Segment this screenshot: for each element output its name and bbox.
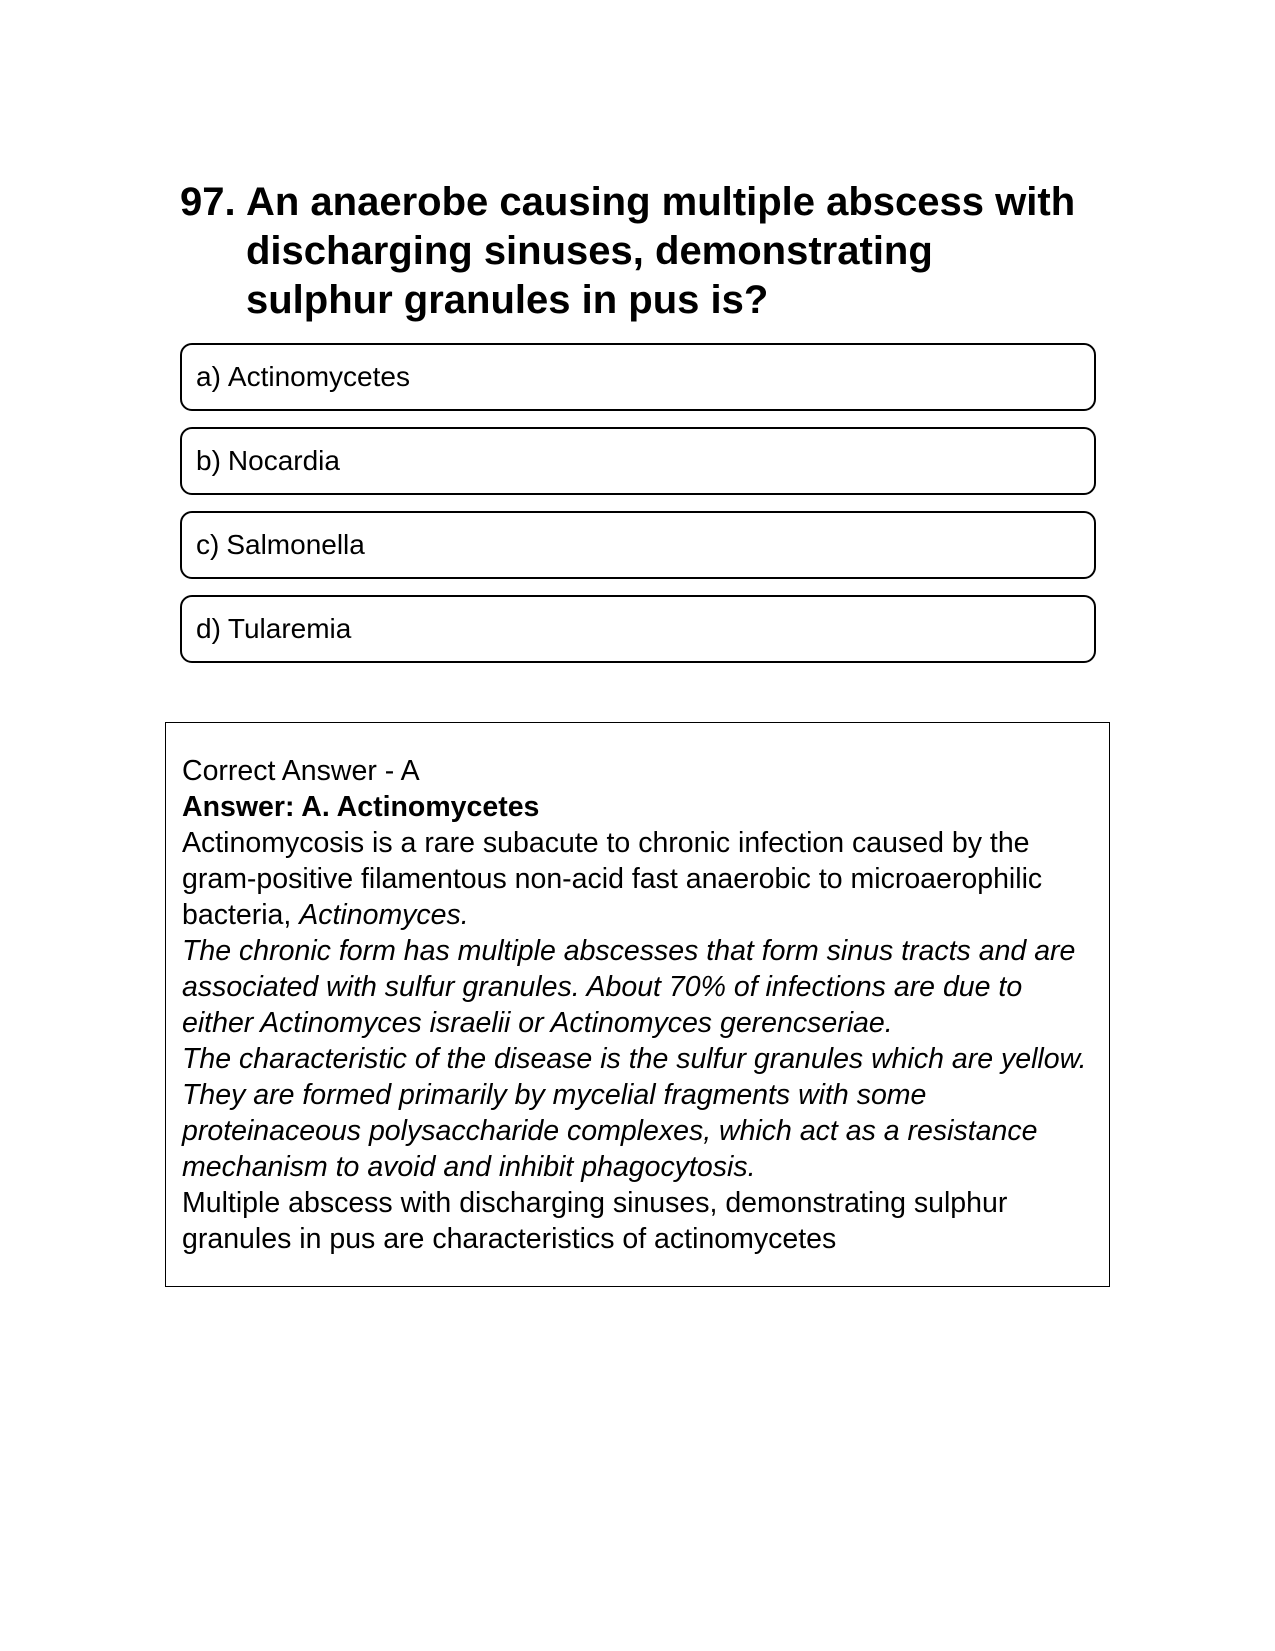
option-d-label: d) [196,613,221,644]
explanation-paragraph-3: The characteristic of the disease is the sulfur granules which are yellow. They are formed primarily by mycelial fragments with some proteinaceous polysaccharide complexes, which act as a resistance mechanism to avoid and inhibit phagocytosis. [182,1043,1087,1183]
answer-explanation-box [165,722,1110,1287]
option-c-label: c) [196,529,220,560]
option-b-label: b) [196,445,221,476]
explanation-paragraph-1-text: Actinomycosis is a rare subacute to chronic infection caused by the gram-positive filamentous non-acid fast anaerobic to microaerophilic bacteria, [182,827,1043,931]
options-list [180,343,1096,679]
option-d-text: Tularemia [227,613,352,644]
option-d[interactable] [180,595,1096,663]
correct-answer-line: Correct Answer - A [182,755,420,787]
option-a[interactable] [180,343,1096,411]
question-number: 97. [180,180,236,224]
option-b[interactable] [180,427,1096,495]
question-text: An anaerobe causing multiple abscess with discharging sinuses, demonstrating sulphur granules in pus is? [246,180,1076,322]
explanation-paragraph-1 [182,825,1093,933]
option-c-text: Salmonella [226,529,365,560]
option-a-label: a) [196,361,221,392]
option-a-text: Actinomycetes [227,361,410,392]
explanation-paragraph-4: Multiple abscess with discharging sinuses, demonstrating sulphur granules in pus are characteristics of actinomycetes [182,1187,1008,1255]
option-c[interactable] [180,511,1096,579]
answer-heading: Answer: A. Actinomycetes [182,791,540,823]
explanation-paragraph-1-italic: Actinomyces. [299,899,469,931]
question-heading [180,178,1080,325]
option-b-text: Nocardia [227,445,340,476]
explanation-paragraph-2: The chronic form has multiple abscesses that form sinus tracts and are associated with sulfur granules. About 70% of infections are due to either Actinomyces israelii or Actinomyces gerencseriae. [182,935,1076,1039]
